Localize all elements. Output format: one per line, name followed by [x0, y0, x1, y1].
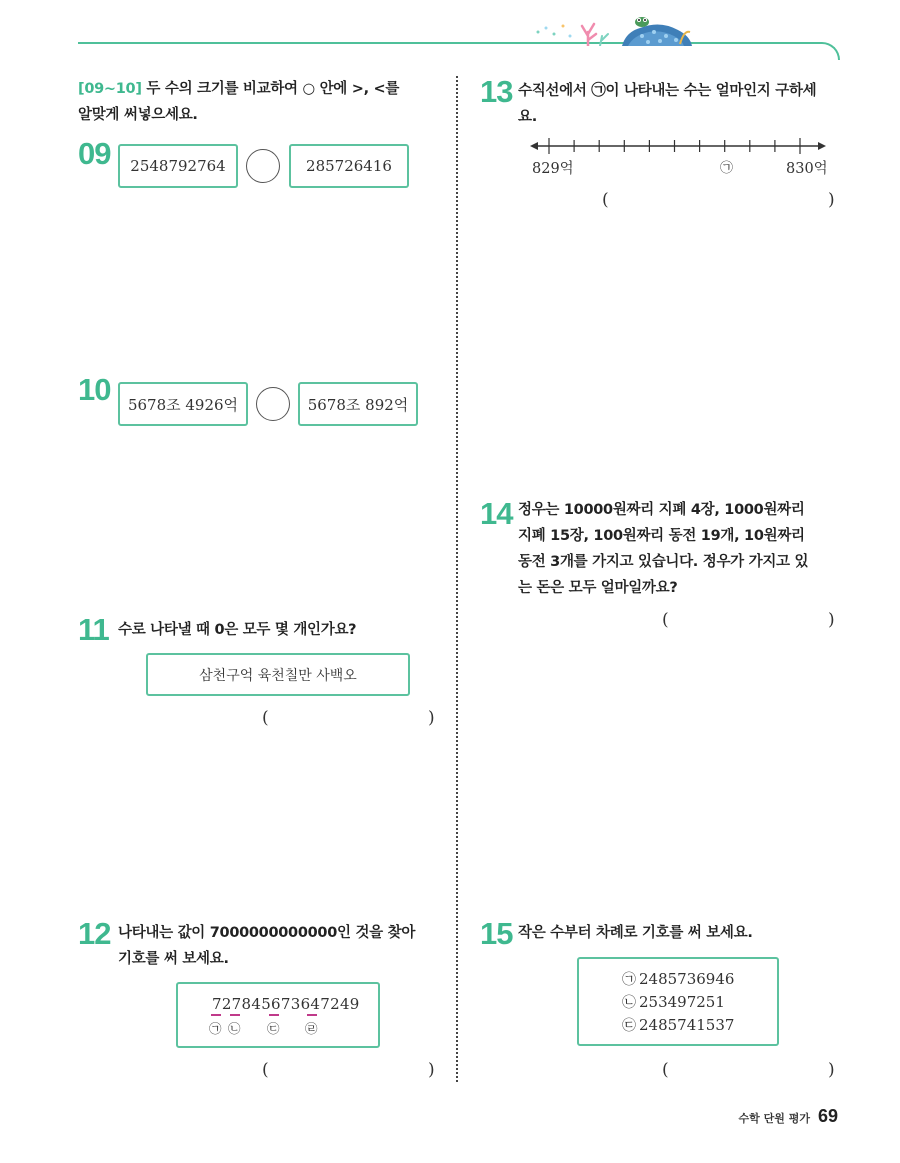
number-line-left-arrow	[530, 142, 538, 150]
q12-text-line1: 나타내는 값이 7000000000000인 것을 찾아	[118, 925, 416, 941]
q15-text: 작은 수부터 차례로 기호를 써 보세요.	[518, 925, 753, 941]
q11-text: 수로 나타낼 때 0은 모두 몇 개인가요?	[118, 622, 357, 638]
q13-answer-open-paren: (	[602, 190, 609, 210]
q10-right-number-box: 5678조 892억	[298, 382, 418, 426]
q13-marker-label: ㉠	[720, 161, 734, 176]
q13-text-line2: 요.	[518, 109, 537, 125]
page-footer	[739, 1106, 838, 1127]
question-number-13: 13	[480, 74, 513, 109]
q09-right-number-box: 285726416	[289, 144, 409, 188]
page-number: 69	[817, 1106, 838, 1126]
q14-text-line4: 는 돈은 모두 얼마일까요?	[518, 580, 678, 596]
question-number-11: 11	[78, 612, 109, 647]
question-number-15: 15	[480, 916, 513, 951]
q12-text-line2: 기호를 써 보세요.	[118, 951, 229, 967]
q10-left-number-box: 5678조 4926억	[118, 382, 248, 426]
column-divider	[456, 76, 458, 1082]
group-instruction-line2: 알맞게 써넣으세요.	[78, 107, 198, 123]
q14-text-line1: 정우는 10000원짜리 지폐 4장, 1000원짜리	[518, 502, 805, 518]
q12-marker-1: ㉠	[209, 1021, 222, 1036]
q15-option-3	[622, 1015, 734, 1035]
q14-text-line2: 지폐 15장, 100원짜리 동전 19개, 10원짜리	[518, 528, 805, 544]
q13-start-label: 829억	[532, 161, 574, 177]
q12-marker-2: ㉡	[228, 1021, 241, 1036]
q13-answer-field[interactable]	[616, 190, 824, 214]
q14-answer-open-paren: (	[662, 610, 669, 630]
q14-answer-close-paren: )	[828, 610, 835, 630]
q15-option-1-symbol: ㉠	[622, 972, 636, 988]
question-number-10: 10	[78, 372, 111, 407]
header-rule	[78, 42, 820, 44]
q12-marker-3: ㉢	[267, 1021, 280, 1036]
q15-answer-close-paren: )	[828, 1060, 835, 1080]
q15-option-2-value: 253497251	[639, 993, 725, 1011]
q13-text	[518, 78, 838, 130]
q13-end-label: 830억	[786, 161, 828, 177]
q11-word-box: 삼천구억 육천칠만 사백오	[146, 653, 410, 696]
number-line-right-arrow	[818, 142, 826, 150]
q12-underline-d	[307, 1014, 317, 1016]
q12-marker-4: ㉣	[305, 1021, 318, 1036]
q09-left-number-box: 2548792764	[118, 144, 238, 188]
question-number-12: 12	[78, 916, 111, 951]
question-number-14: 14	[480, 496, 513, 531]
q15-option-1	[622, 969, 734, 989]
q10-answer-circle[interactable]	[256, 387, 290, 421]
q15-option-3-value: 2485741537	[639, 1016, 735, 1034]
q12-text	[118, 920, 448, 972]
q13-number-line	[530, 136, 830, 186]
group-range-label: [09~10]	[78, 81, 142, 97]
q12-answer-field[interactable]	[276, 1060, 424, 1084]
q12-underline-c	[269, 1014, 279, 1016]
q11-answer-open-paren: (	[262, 708, 269, 728]
q12-underline-a	[211, 1014, 221, 1016]
header-decoration-illustration	[530, 10, 700, 46]
q12-underline-b	[230, 1014, 240, 1016]
question-number-09: 09	[78, 136, 111, 171]
q14-answer-field[interactable]	[676, 610, 824, 634]
q13-answer-close-paren: )	[828, 190, 835, 210]
q13-text-line1: 수직선에서 ㉠이 나타내는 수는 얼마인지 구하세	[518, 83, 817, 99]
q15-answer-open-paren: (	[662, 1060, 669, 1080]
q12-answer-open-paren: (	[262, 1060, 269, 1080]
group-instruction-line1: 두 수의 크기를 비교하여 ○ 안에 >, <를	[146, 81, 400, 97]
header-rule-curve	[800, 42, 840, 60]
q09-answer-circle[interactable]	[246, 149, 280, 183]
q14-text	[518, 497, 840, 601]
q15-option-2	[622, 992, 725, 1012]
q12-digits: 727845673647249	[212, 995, 360, 1013]
q15-answer-field[interactable]	[676, 1060, 824, 1084]
footer-label: 수학 단원 평가	[738, 1112, 810, 1125]
q12-answer-close-paren: )	[428, 1060, 435, 1080]
q15-option-3-symbol: ㉢	[622, 1018, 636, 1034]
q11-answer-field[interactable]	[276, 708, 424, 732]
q15-option-1-value: 2485736946	[639, 970, 735, 988]
q15-option-2-symbol: ㉡	[622, 995, 636, 1011]
q11-answer-close-paren: )	[428, 708, 435, 728]
q14-text-line3: 동전 3개를 가지고 있습니다. 정우가 가지고 있	[518, 554, 809, 570]
group-09-10-instruction	[78, 76, 448, 128]
